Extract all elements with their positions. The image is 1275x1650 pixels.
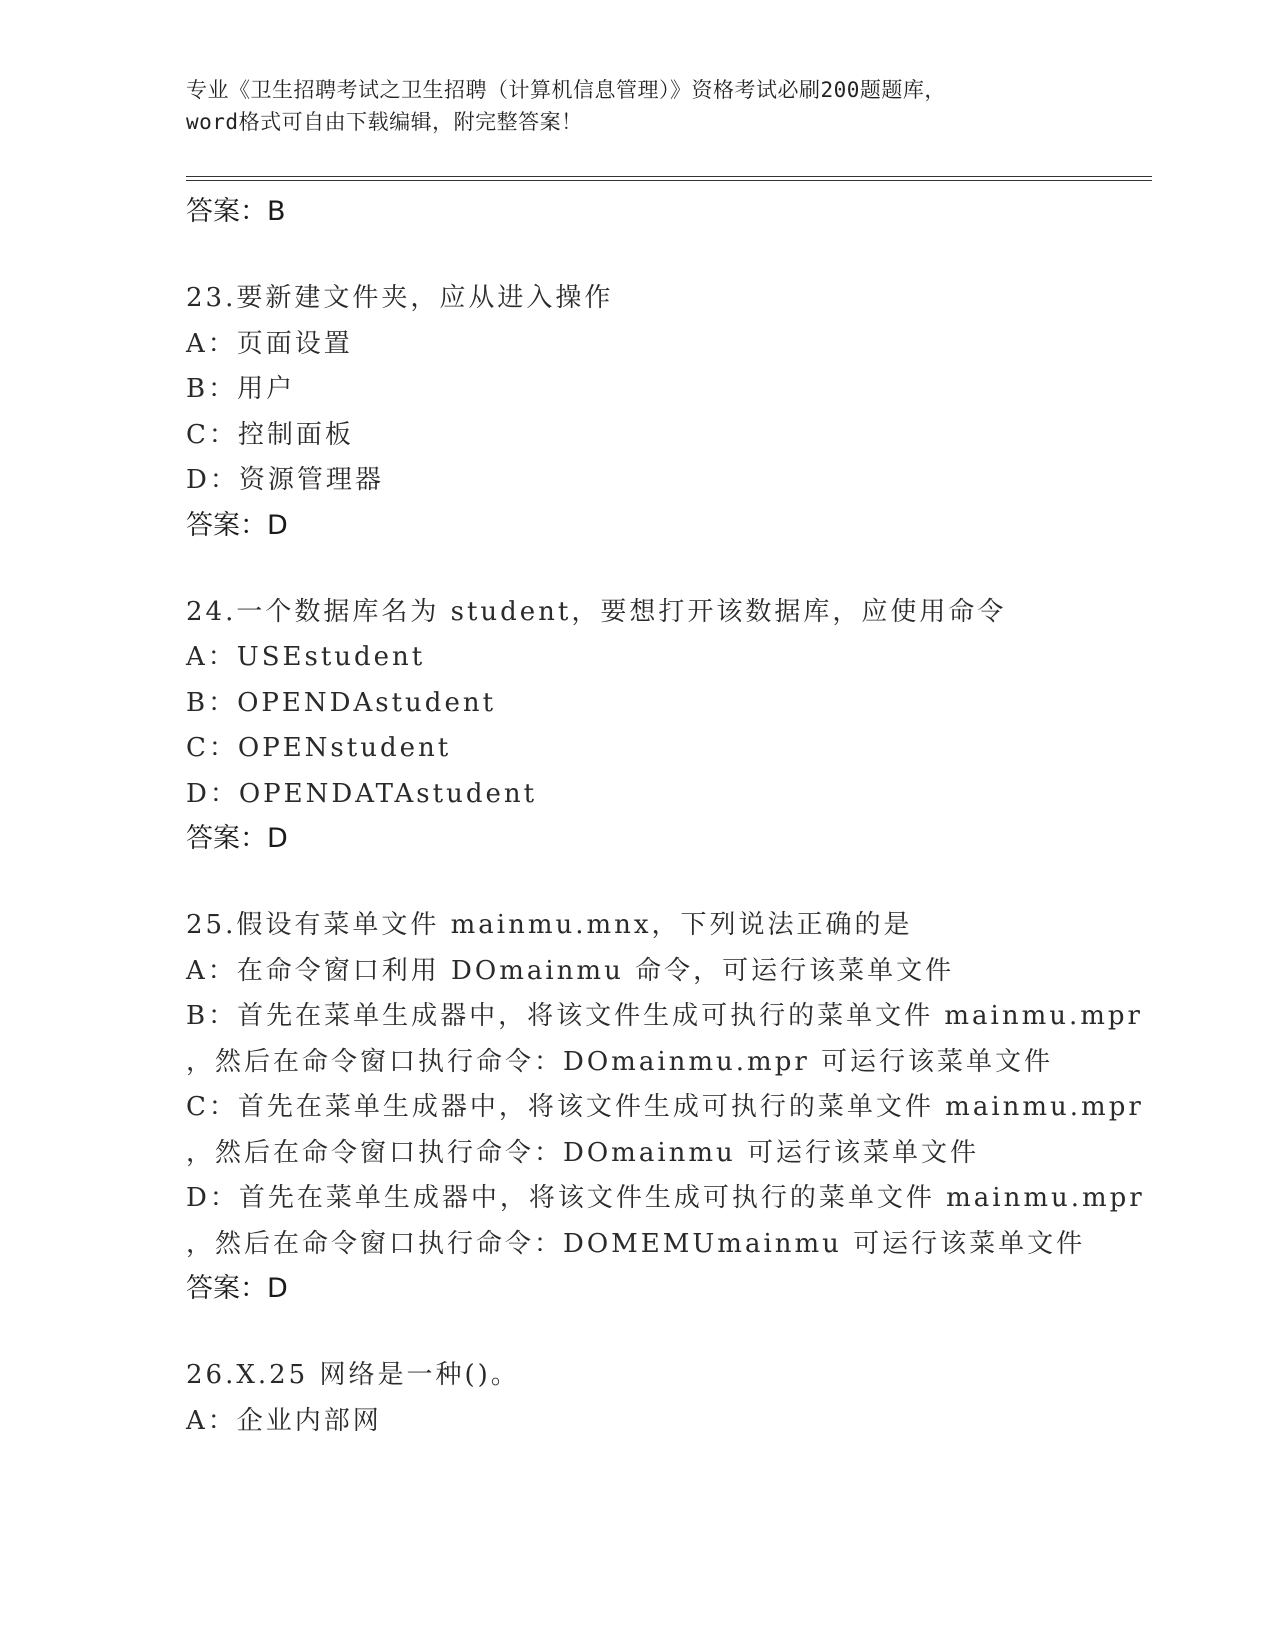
option-line: ，然后在命令窗口执行命令：DOMEMUmainmu 可运行该菜单文件 <box>186 1228 1086 1259</box>
question-stem: 25.假设有菜单文件 mainmu.mnx，下列说法正确的是 <box>186 910 913 940</box>
option-line: A：企业内部网 <box>186 1405 382 1436</box>
question-spacer <box>186 861 1146 903</box>
option-line: C：OPENstudent <box>186 733 452 763</box>
previous-answer: 答案：B <box>186 196 286 227</box>
option-line: D：OPENDATAstudent <box>186 778 538 809</box>
option-line: A：USEstudent <box>186 642 426 672</box>
question-stem: 24.一个数据库名为 student，要想打开该数据库，应使用命令 <box>186 596 1007 627</box>
option-line: B：用户 <box>186 374 296 404</box>
question-spacer <box>186 548 1146 590</box>
question-spacer <box>186 234 1146 276</box>
option-line: ，然后在命令窗口执行命令：DOmainmu 可运行该菜单文件 <box>186 1137 980 1168</box>
option-line: C：控制面板 <box>186 419 354 450</box>
question-stem: 23.要新建文件夹，应从进入操作 <box>186 283 614 313</box>
answer-line: 答案：D <box>186 823 288 854</box>
option-line: A：页面设置 <box>186 328 353 359</box>
document-header <box>186 74 1106 138</box>
question-block <box>186 1353 1146 1444</box>
question-block <box>186 590 1146 862</box>
question-spacer <box>186 1311 1146 1353</box>
option-line: A：在命令窗口利用 DOmainmu 命令，可运行该菜单文件 <box>186 955 955 986</box>
option-line: D：首先在菜单生成器中，将该文件生成可执行的菜单文件 mainmu.mpr <box>186 1183 1145 1213</box>
header-divider <box>186 176 1152 181</box>
answer-line: 答案：D <box>186 1273 288 1304</box>
answer-line: 答案：D <box>186 509 288 541</box>
header-line-1: 专业《卫生招聘考试之卫生招聘（计算机信息管理）》资格考试必刷200题题库， <box>186 78 946 102</box>
option-line: B：首先在菜单生成器中，将该文件生成可执行的菜单文件 mainmu.mpr <box>186 1001 1143 1031</box>
option-line: ，然后在命令窗口执行命令：DOmainmu.mpr 可运行该菜单文件 <box>186 1046 1054 1077</box>
header-line-2: word格式可自由下载编辑，附完整答案！ <box>186 110 583 134</box>
option-line: D：资源管理器 <box>186 465 384 495</box>
question-list <box>186 190 1146 1444</box>
option-line: B：OPENDAstudent <box>186 687 497 718</box>
question-stem: 26.X.25 网络是一种()。 <box>186 1360 520 1390</box>
question-block <box>186 276 1146 548</box>
option-line: C：首先在菜单生成器中，将该文件生成可执行的菜单文件 mainmu.mpr <box>186 1092 1144 1122</box>
question-block <box>186 903 1146 1311</box>
